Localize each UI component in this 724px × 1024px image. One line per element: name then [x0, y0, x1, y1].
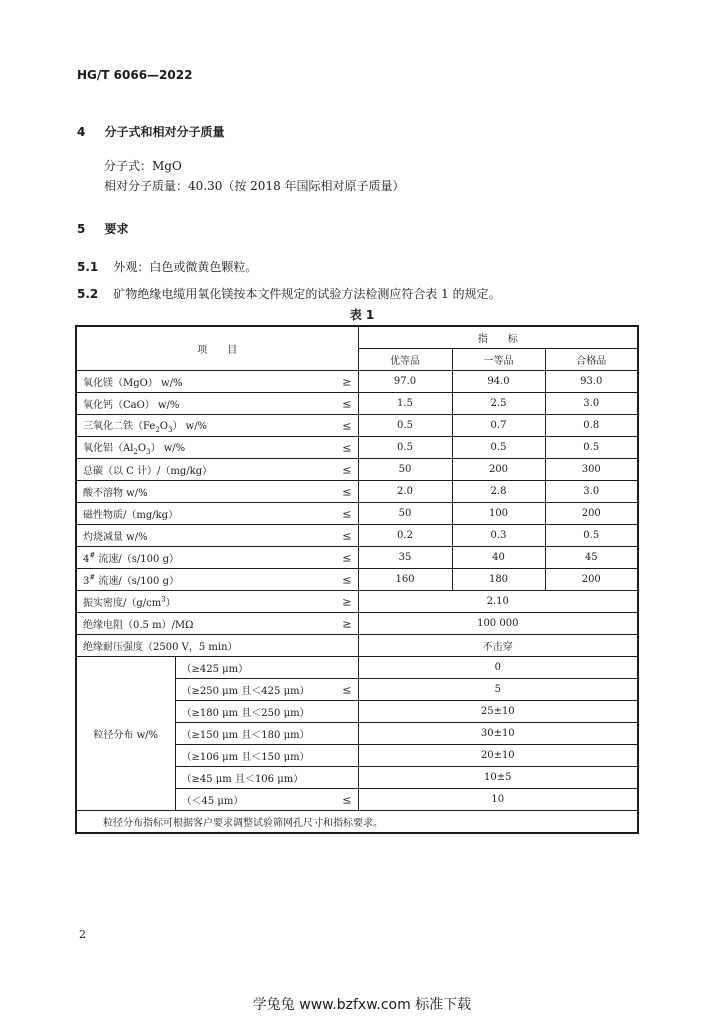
- item-text: 磁性物质/（mg/kg）: [83, 510, 179, 521]
- table-row: [76, 525, 638, 547]
- table-row: [76, 635, 638, 657]
- limit-symbol: ≤: [342, 507, 352, 520]
- value-cell: 0.2: [358, 525, 452, 547]
- item-text: （≥106 μm 且＜150 μm）: [181, 752, 310, 763]
- clause-5-1: [77, 256, 257, 275]
- limit-symbol: ≤: [342, 573, 352, 586]
- item-text: #: [89, 551, 96, 560]
- item-text: 绝缘耐压强度（2500 V，5 min）: [83, 642, 238, 653]
- item-cell: [76, 525, 358, 547]
- item-text: 3: [146, 448, 151, 456]
- item-cell: [76, 393, 358, 415]
- item-text: O: [137, 443, 147, 454]
- table-note-row: [76, 811, 638, 834]
- item-text: 2: [155, 426, 160, 434]
- header-item: 项 目: [76, 326, 358, 371]
- value-cell: 5: [358, 679, 638, 701]
- limit-symbol: ≤: [342, 551, 352, 564]
- item-cell: [76, 437, 358, 459]
- value-cell: 0.8: [545, 415, 638, 437]
- item-text: 酸不溶物 w/%: [83, 488, 148, 499]
- limit-symbol: ≤: [342, 397, 352, 410]
- value-cell: 97.0: [358, 371, 452, 393]
- item-text: 流速/（s/100 g）: [95, 576, 179, 587]
- item-text: 流速/（s/100 g）: [95, 554, 179, 565]
- limit-symbol: ≤: [342, 419, 352, 432]
- item-text: 4: [83, 554, 90, 565]
- limit-symbol: ≥: [342, 595, 352, 608]
- item-text: O: [159, 421, 168, 432]
- value-cell: 45: [545, 547, 638, 569]
- value-cell: 180: [452, 569, 545, 591]
- value-cell: 0.5: [545, 525, 638, 547]
- item-text: 2: [133, 448, 138, 456]
- limit-symbol: ≥: [342, 375, 352, 388]
- footer-watermark: 学兔兔 www.bzfxw.com 标准下载: [252, 997, 472, 1013]
- section-number: 5: [77, 222, 86, 236]
- item-text: 氧化镁（MgO）: [83, 378, 158, 389]
- table-row: [76, 657, 638, 679]
- item-cell: [76, 591, 358, 613]
- value-cell: 0: [358, 657, 638, 679]
- value-cell: 0.5: [545, 437, 638, 459]
- item-cell: [76, 569, 358, 591]
- table-row: [76, 459, 638, 481]
- item-text: w/%: [157, 378, 183, 389]
- value-cell: 200: [545, 569, 638, 591]
- item-text: 3: [83, 576, 90, 587]
- section-title: 要求: [104, 222, 129, 236]
- table-row: [76, 371, 638, 393]
- item-cell: [76, 415, 358, 437]
- molecular-formula: 分子式：MgO: [104, 159, 182, 173]
- value-cell: 100 000: [358, 613, 638, 635]
- psd-label: 粒径分布 w/%: [76, 657, 175, 811]
- item-cell: [175, 679, 358, 701]
- item-cell: [76, 547, 358, 569]
- item-cell: [76, 635, 358, 657]
- table-row: [76, 393, 638, 415]
- item-cell: [76, 371, 358, 393]
- header-grade: 合格品: [545, 349, 638, 371]
- table-caption: 表 1: [349, 308, 375, 322]
- item-cell: [175, 657, 358, 679]
- limit-symbol: ≤: [342, 683, 352, 696]
- value-cell: 200: [452, 459, 545, 481]
- section-title: 分子式和相对分子质量: [104, 125, 225, 139]
- item-cell: [76, 503, 358, 525]
- value-cell: 2.10: [358, 591, 638, 613]
- limit-symbol: ≤: [342, 441, 352, 454]
- table-row: [76, 437, 638, 459]
- item-text: #: [89, 573, 96, 582]
- item-text: ） w/%: [150, 443, 186, 454]
- item-text: （≥250 μm 且＜425 μm）: [181, 686, 310, 697]
- header-grade: 一等品: [452, 349, 545, 371]
- section-4-heading: [77, 121, 224, 140]
- item-cell: [76, 613, 358, 635]
- limit-symbol: ≤: [342, 463, 352, 476]
- value-cell: 3.0: [545, 393, 638, 415]
- item-text: 氧化铝（Al: [83, 443, 134, 454]
- value-cell: 50: [358, 503, 452, 525]
- value-cell: 1.5: [358, 393, 452, 415]
- page-number: 2: [79, 928, 86, 941]
- value-cell: 0.5: [358, 415, 452, 437]
- value-cell: 10±5: [358, 767, 638, 789]
- table-row: [76, 613, 638, 635]
- value-cell: 94.0: [452, 371, 545, 393]
- item-cell: [175, 701, 358, 723]
- item-text: （≥150 μm 且＜180 μm）: [181, 730, 310, 741]
- molecular-mass: 相对分子质量：40.30（按 2018 年国际相对原子质量）: [104, 179, 405, 193]
- clause-number: 5.2: [77, 287, 99, 301]
- item-cell: [175, 745, 358, 767]
- item-text: 振实密度/（g/cm: [83, 598, 162, 609]
- table-row: [76, 569, 638, 591]
- item-cell: [175, 789, 358, 811]
- limit-symbol: ≤: [342, 485, 352, 498]
- section-5-heading: [77, 218, 128, 237]
- value-cell: 2.5: [452, 393, 545, 415]
- item-text: 氧化钙（CaO）: [83, 400, 155, 411]
- value-cell: 10: [358, 789, 638, 811]
- value-cell: 2.0: [358, 481, 452, 503]
- table-row: [76, 591, 638, 613]
- item-text: 灼烧减量 w/%: [83, 532, 148, 543]
- value-cell: 100: [452, 503, 545, 525]
- value-cell: 2.8: [452, 481, 545, 503]
- header-index: 指 标: [358, 326, 638, 349]
- table-row: [76, 547, 638, 569]
- item-text: 总碳（以 C 计）/（mg/kg）: [83, 466, 213, 477]
- clause-text: 外观：白色或微黄色颗粒。: [113, 260, 258, 274]
- limit-symbol: ≤: [342, 793, 352, 806]
- value-cell: 0.7: [452, 415, 545, 437]
- value-cell: 3.0: [545, 481, 638, 503]
- table-row: [76, 415, 638, 437]
- limit-symbol: ≥: [342, 617, 352, 630]
- item-text: ）: [165, 598, 176, 609]
- item-text: 绝缘电阻（0.5 m）/MΩ: [83, 620, 194, 631]
- item-cell: [76, 481, 358, 503]
- item-cell: [175, 767, 358, 789]
- header-grade: 优等品: [358, 349, 452, 371]
- value-cell: 0.3: [452, 525, 545, 547]
- clause-text: 矿物绝缘电缆用氧化镁按本文件规定的试验方法检测应符合表 1 的规定。: [113, 287, 501, 301]
- clause-number: 5.1: [77, 260, 99, 274]
- value-cell: 160: [358, 569, 452, 591]
- value-cell: 30±10: [358, 723, 638, 745]
- item-text: 3: [161, 595, 166, 604]
- value-cell: 不击穿: [358, 635, 638, 657]
- item-cell: [175, 723, 358, 745]
- clause-5-2: [77, 283, 501, 302]
- spec-table: [75, 325, 639, 834]
- item-text: （≥180 μm 且＜250 μm）: [181, 708, 310, 719]
- value-cell: 0.5: [452, 437, 545, 459]
- value-cell: 40: [452, 547, 545, 569]
- item-text: （≥45 μm 且＜106 μm）: [181, 774, 304, 785]
- value-cell: 93.0: [545, 371, 638, 393]
- table-note: 粒径分布指标可根据客户要求调整试验筛网孔尺寸和指标要求。: [76, 811, 638, 834]
- value-cell: 300: [545, 459, 638, 481]
- standard-code: HG/T 6066—2022: [77, 68, 193, 82]
- item-text: ） w/%: [172, 421, 208, 432]
- item-cell: [76, 459, 358, 481]
- item-text: w/%: [154, 400, 180, 411]
- limit-symbol: ≤: [342, 529, 352, 542]
- table-row: [76, 481, 638, 503]
- item-text: （≥425 μm）: [181, 664, 249, 675]
- value-cell: 50: [358, 459, 452, 481]
- item-text: 三氧化二铁（Fe: [83, 421, 156, 432]
- value-cell: 200: [545, 503, 638, 525]
- item-text: 3: [167, 426, 173, 434]
- value-cell: 0.5: [358, 437, 452, 459]
- value-cell: 35: [358, 547, 452, 569]
- table-row: [76, 503, 638, 525]
- value-cell: 20±10: [358, 745, 638, 767]
- value-cell: 25±10: [358, 701, 638, 723]
- section-number: 4: [77, 125, 86, 139]
- item-text: （＜45 μm）: [181, 796, 244, 807]
